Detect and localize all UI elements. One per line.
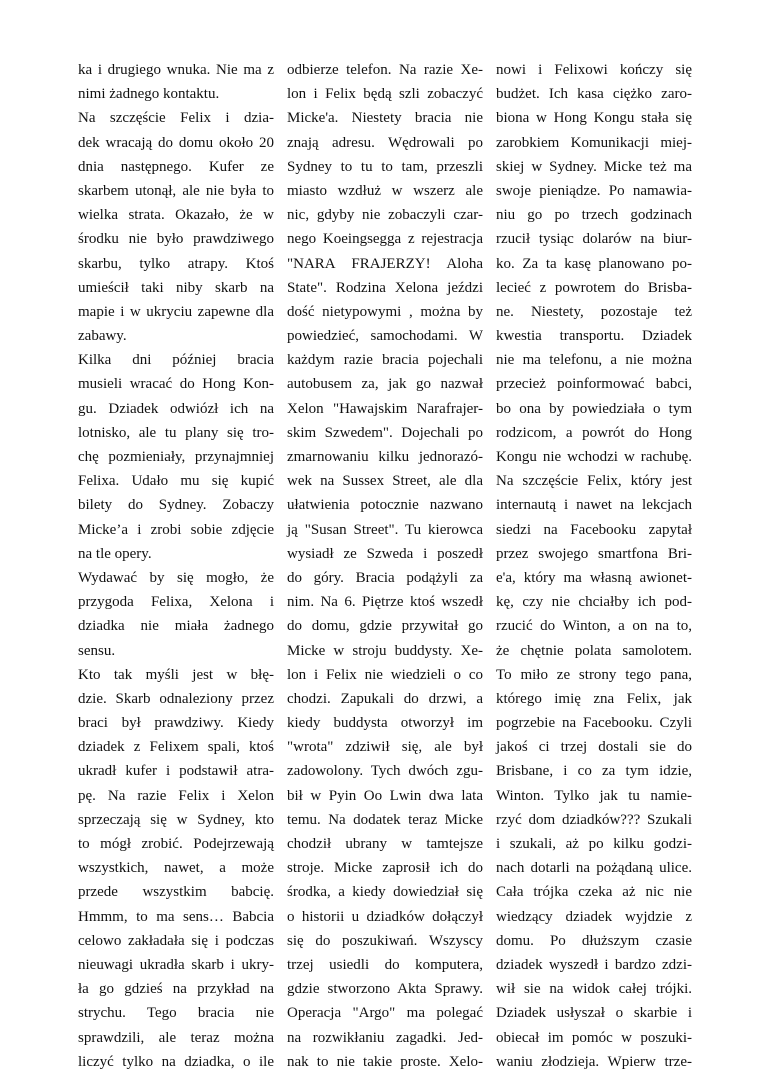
text-line: Micke'a. Niestety bracia nie: [287, 110, 483, 127]
text-line: zarobkiem Komunikacji miej-: [496, 134, 692, 151]
text-line: ułatwienia potocznie nazwano: [287, 497, 483, 514]
text-line: Micke’a i zrobi sobie zdjęcie: [78, 521, 274, 538]
text-line: dek wracają do domu około 20: [78, 134, 274, 151]
text-line: ko. Za ta kasę planowano po-: [496, 255, 692, 272]
text-line: chodził ubrany w tamtejsze: [287, 836, 483, 852]
text-line: bilety do Sydney. Zobaczy: [78, 497, 274, 514]
text-line: zadowolony. Tych dwóch zgu-: [287, 763, 483, 780]
text-line: wszystkich, nawet, a może: [78, 860, 274, 877]
text-line: autobusem za, jak go nazwał: [287, 376, 483, 393]
text-line: temu. Na dodatek teraz Micke: [287, 811, 483, 828]
text-line: bił w Pyin Oo Lwin dwa lata: [287, 787, 483, 804]
text-line: kę, czy nie chciałby ich pod-: [496, 594, 692, 611]
text-line: internautą i nawet na lekcjach: [496, 497, 692, 514]
text-line: Sydney to tu to tam, przeszli: [287, 158, 483, 175]
text-line: "NARA FRAJERZY! Aloha: [287, 255, 483, 272]
text-line: nic, gdyby nie zobaczyli czar-: [287, 207, 483, 224]
text-line: sensu.: [78, 642, 116, 659]
text-line: skiej w Sydney. Micke też ma: [496, 158, 692, 175]
text-line: dziadek z Felixem spali, ktoś: [78, 739, 274, 756]
text-line: sprzeczają się w Sydney, kto: [78, 811, 274, 828]
text-line: powiedzieć, samochodami. W: [287, 328, 483, 345]
text-line: obiecał im pomóc w poszuki-: [496, 1029, 692, 1046]
text-line: State". Rodzina Xelona jeździ: [287, 279, 483, 296]
text-line: środku nie było prawdziwego: [78, 231, 274, 248]
text-line: rzyć dom dziadków??? Szukali: [496, 811, 692, 828]
text-line: na tle opery.: [78, 545, 152, 562]
text-line: znają adresu. Wędrowali po: [287, 134, 483, 151]
text-line: ją "Susan Street". Tu kierowca: [287, 521, 483, 538]
text-line: wek na Sussex Street, ale dla: [287, 473, 483, 490]
text-line: Hmmm, to ma sens… Babcia: [78, 908, 274, 925]
text-line: nach dotarli na pożądaną ulice.: [496, 860, 692, 877]
text-line: że chętnie polata samolotem.: [496, 642, 692, 659]
text-line: Kto tak myśli jest w błę-: [78, 666, 274, 683]
text-line: przygoda Felixa, Xelona i: [78, 594, 274, 611]
text-line: którego imię zna Felix, jak: [496, 690, 692, 707]
text-line: nimi żadnego kontaktu.: [78, 86, 220, 103]
text-line: rzucił tysiąc dolarów na biur-: [496, 231, 692, 248]
text-line: bo ona by powiedziała o tym: [496, 400, 692, 417]
text-line: wiedzący dziadek wyjdzie z: [496, 908, 692, 925]
text-line: miasto wzdłuż w wszerz ale: [287, 182, 483, 199]
text-line: to mógł zrobić. Podejrzewają: [78, 836, 274, 852]
text-line: dziadek wyszedł i bardzo zdzi-: [496, 956, 692, 973]
text-line: liczyć tylko na dziadka, o ile: [78, 1053, 274, 1070]
text-line: nieuwagi ukradła skarb i ukry-: [78, 956, 274, 973]
text-line: lecieć z powrotem do Brisba-: [496, 279, 692, 296]
text-line: biona w Hong Kongu stała się: [496, 110, 692, 127]
text-line: Dziadek usłyszał o skarbie i: [496, 1005, 692, 1022]
text-line: gu. Dziadek odwiózł ich na: [78, 400, 274, 417]
text-line: niu go po trzech godzinach: [496, 207, 692, 224]
text-line: Felixa. Udało mu się kupić: [78, 473, 274, 490]
text-line: Kilka dni później bracia: [78, 352, 274, 369]
text-line: dość nietypowymi , można by: [287, 303, 483, 320]
text-line: Cała trójka czeka aż nic nie: [496, 884, 692, 901]
text-line: Operacja "Argo" ma polegać: [287, 1005, 483, 1022]
text-line: sprawdzili, ale teraz można: [78, 1029, 274, 1046]
text-line: Xelon "Hawajskim Narafrajer-: [287, 400, 483, 417]
text-line: strychu. Tego bracia nie: [78, 1005, 274, 1022]
text-line: na rozwikłaniu zagadki. Jed-: [287, 1029, 483, 1046]
text-line: gdzie stworzono Akta Sprawy.: [287, 981, 483, 998]
text-line: nak to nie takie proste. Xelo-: [287, 1053, 483, 1070]
text-line: skarbem utonął, ale nie była to: [78, 182, 274, 199]
text-line: lon i Felix będą szli zobaczyć: [287, 86, 483, 103]
text-line: ła go gdzieś na przykład na: [78, 981, 274, 998]
text-line: swoje pieniądze. Po namawia-: [496, 182, 692, 199]
text-line: Na szczęście Felix i dzia-: [78, 110, 274, 127]
text-line: pę. Na razie Felix i Xelon: [78, 787, 274, 804]
text-line: waniu złodzieja. Wpierw trze-: [496, 1053, 692, 1070]
text-line: Winton. Tylko jak tu namie-: [496, 787, 692, 804]
text-column-3: [496, 58, 692, 1074]
text-line: ne. Niestety, pozostaje też: [496, 303, 692, 320]
text-line: domu. Po dłuższym czasie: [496, 932, 692, 949]
text-line: przecież poinformować babci,: [496, 376, 692, 393]
text-line: przede wszystkim babcię.: [78, 884, 274, 901]
text-line: mapie i w ukryciu zapewne dla: [78, 303, 274, 320]
text-line: dzie. Skarb odnaleziony przez: [78, 690, 274, 707]
text-line: i szukali, aż po kilku godzi-: [496, 836, 692, 852]
text-line: lotnisko, ale tu plany się tro-: [78, 424, 274, 441]
text-line: nie ma telefonu, a nie można: [496, 352, 692, 369]
text-line: do góry. Bracia podążyli za: [287, 569, 483, 586]
text-line: zabawy.: [78, 328, 127, 345]
text-line: skim Szwedem". Dojechali po: [287, 424, 483, 441]
text-column-1: [78, 58, 274, 1074]
text-line: braci był prawdziwy. Kiedy: [78, 715, 274, 732]
text-line: Micke w stroju buddysty. Xe-: [287, 642, 483, 659]
text-line: jakoś ci trzej dostali sie do: [496, 739, 692, 756]
text-line: lon i Felix nie wiedzieli o co: [287, 666, 483, 683]
text-line: To miło ze strony tego pana,: [496, 666, 692, 683]
text-line: pogrzebie na Facebooku. Czyli: [496, 715, 692, 732]
text-line: skarbu, tylko atrapy. Ktoś: [78, 255, 274, 272]
text-line: budżet. Ich kasa ciężko zaro-: [496, 86, 692, 103]
text-line: ukradł kufer i podstawił atra-: [78, 763, 274, 780]
text-line: zmarnowaniu kilku jednorazó-: [287, 449, 483, 465]
text-line: chę pozmieniały, przynajmniej: [78, 449, 274, 465]
text-line: rodzicom, a powrót do Hong: [496, 424, 692, 441]
text-line: nim. Na 6. Piętrze ktoś wszedł: [287, 594, 483, 611]
text-line: dnia następnego. Kufer ze: [78, 158, 274, 175]
text-line: stroje. Micke zaprosił ich do: [287, 860, 483, 877]
text-line: celowo zakładała się i podczas: [78, 932, 274, 949]
text-line: Kongu nie wchodzi w rachubę.: [496, 449, 692, 465]
text-line: e'a, który ma własną awionet-: [496, 569, 692, 586]
text-line: musieli wracać do Hong Kon-: [78, 376, 274, 393]
text-line: wielka strata. Okazało, że w: [78, 207, 274, 224]
text-line: kiedy buddysta otworzył im: [287, 715, 483, 732]
text-line: kwestia transportu. Dziadek: [496, 328, 692, 345]
text-column-2: [287, 58, 483, 1074]
text-line: do domu, gdzie przywitał go: [287, 618, 483, 635]
text-line: środka, a kiedy dowiedział się: [287, 884, 483, 901]
text-line: wił sie na widok całej trójki.: [496, 981, 692, 998]
text-line: trzej usiedli do komputera,: [287, 956, 483, 973]
text-line: ka i drugiego wnuka. Nie ma z: [78, 62, 274, 78]
text-line: wysiadł ze Szweda i poszedł: [287, 545, 483, 562]
text-line: się do poszukiwań. Wszyscy: [287, 932, 483, 949]
text-line: odbierze telefon. Na razie Xe-: [287, 62, 483, 78]
text-line: nowi i Felixowi kończy się: [496, 62, 692, 78]
text-line: każdym razie bracia pojechali: [287, 352, 483, 369]
text-line: o historii u dziadków dołączył: [287, 908, 483, 925]
text-line: "wrota" zdziwił się, ale był: [287, 739, 483, 756]
text-line: chodzi. Zapukali do drzwi, a: [287, 690, 483, 707]
text-line: nego Koeingsegga z rejestracja: [287, 231, 483, 248]
text-line: siedzi na Facebooku zapytał: [496, 521, 692, 538]
text-line: dziadka nie miała żadnego: [78, 618, 274, 635]
text-line: przez swojego smartfona Bri-: [496, 545, 692, 562]
text-line: umieścił taki niby skarb na: [78, 279, 274, 296]
text-line: rzucić do Winton, a on na to,: [496, 618, 692, 635]
text-line: Wydawać by się mogło, że: [78, 569, 274, 586]
text-line: Brisbane, i co za tym idzie,: [496, 763, 692, 780]
text-line: Na szczęście Felix, który jest: [496, 473, 692, 490]
